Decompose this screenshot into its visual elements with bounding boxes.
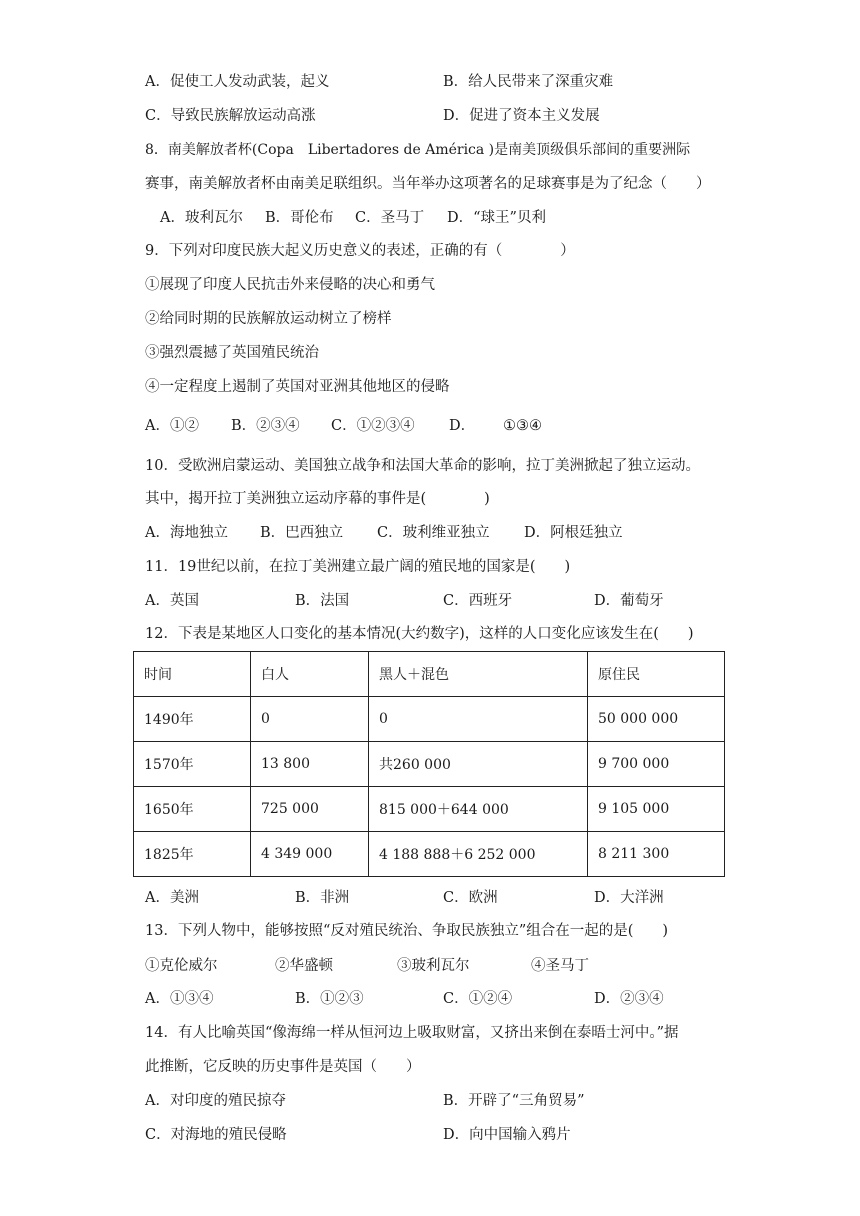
q11-option-d[interactable]: D．葡萄牙 [594, 593, 664, 609]
q9-option-c[interactable]: C．①②③④ [331, 418, 415, 434]
table-cell: 1490年 [134, 697, 251, 742]
q10-option-b[interactable]: B．巴西独立 [260, 525, 344, 541]
q14-option-a[interactable]: A．对印度的殖民掠夺 [145, 1093, 286, 1109]
q9-option-d-value[interactable]: ①③④ [503, 418, 542, 434]
q10-option-d[interactable]: D．阿根廷独立 [524, 525, 623, 541]
q7-option-a[interactable]: A．促使工人发动武装，起义 [145, 74, 330, 90]
q9-option-b[interactable]: B．②③④ [231, 418, 300, 434]
q13-option-a[interactable]: A．①③④ [145, 991, 214, 1007]
table-header-cell: 时间 [134, 652, 251, 697]
q13-item: ①克伦威尔 [145, 958, 218, 974]
table-cell: 1650年 [134, 787, 251, 832]
q8-option-d[interactable]: D．“球王”贝利 [447, 210, 546, 226]
table-header-cell: 黑人＋混色 [369, 652, 588, 697]
q8-stem-line2: 赛事，南美解放者杯由南美足联组织。当年举办这项著名的足球赛事是为了纪念（ ） [145, 176, 711, 192]
table-cell: 9 700 000 [588, 742, 725, 787]
q8-stem-line1: 8．南美解放者杯(Copa Libertadores de América )是南美顶级俱乐部间的重要洲际 [145, 142, 691, 158]
table-cell: 50 000 000 [588, 697, 725, 742]
q9-option-a[interactable]: A．①② [145, 418, 199, 434]
table-cell: 8 211 300 [588, 832, 725, 877]
q7-option-b[interactable]: B．给人民带来了深重灾难 [443, 74, 614, 90]
table-row [134, 742, 725, 787]
q12-option-d[interactable]: D．大洋洲 [594, 890, 664, 906]
q10-stem-line2: 其中，揭开拉丁美洲独立运动序幕的事件是( ) [145, 491, 490, 507]
population-table [133, 651, 725, 877]
table-cell: 0 [251, 697, 369, 742]
table-cell: 1825年 [134, 832, 251, 877]
table-cell: 725 000 [251, 787, 369, 832]
table-cell: 0 [369, 697, 588, 742]
q14-option-d[interactable]: D．向中国输入鸦片 [443, 1127, 571, 1143]
q8-option-c[interactable]: C．圣马丁 [355, 210, 425, 226]
q13-item: ③玻利瓦尔 [397, 958, 470, 974]
table-cell: 815 000＋644 000 [369, 787, 588, 832]
q14-stem-line1: 14．有人比喻英国“像海绵一样从恒河边上吸取财富，又挤出来倒在泰晤士河中。”据 [145, 1025, 679, 1041]
table-header-row [134, 652, 725, 697]
q13-option-d[interactable]: D．②③④ [594, 991, 664, 1007]
q14-stem-line2: 此推断，它反映的历史事件是英国（ ） [145, 1059, 421, 1075]
table-cell: 共260 000 [369, 742, 588, 787]
q14-option-c[interactable]: C．对海地的殖民侵略 [145, 1127, 287, 1143]
q12-stem: 12．下表是某地区人口变化的基本情况(大约数字)，这样的人口变化应该发生在( ) [145, 626, 694, 642]
table-cell: 4 188 888＋6 252 000 [369, 832, 588, 877]
q14-option-b[interactable]: B．开辟了“三角贸易” [443, 1093, 585, 1109]
q9-stem: 9．下列对印度民族大起义历史意义的表述，正确的有（ ） [145, 243, 575, 259]
q9-item: ②给同时期的民族解放运动树立了榜样 [145, 311, 392, 327]
table-cell: 13 800 [251, 742, 369, 787]
table-row [134, 697, 725, 742]
q12-option-b[interactable]: B．非洲 [295, 890, 350, 906]
table-header-cell: 原住民 [588, 652, 725, 697]
q9-item: ③强烈震撼了英国殖民统治 [145, 345, 319, 361]
table-cell: 9 105 000 [588, 787, 725, 832]
q12-option-a[interactable]: A．美洲 [145, 890, 199, 906]
q11-option-a[interactable]: A．英国 [145, 593, 199, 609]
table-row [134, 832, 725, 877]
q13-stem: 13．下列人物中，能够按照“反对殖民统治、争取民族独立”组合在一起的是( ) [145, 923, 669, 939]
q9-item: ④一定程度上遏制了英国对亚洲其他地区的侵略 [145, 379, 450, 395]
q13-option-c[interactable]: C．①②④ [443, 991, 513, 1007]
q7-option-c[interactable]: C．导致民族解放运动高涨 [145, 108, 316, 124]
q9-option-d-label[interactable]: D． [449, 418, 476, 434]
q10-option-c[interactable]: C．玻利维亚独立 [377, 525, 490, 541]
table-cell: 4 349 000 [251, 832, 369, 877]
q7-option-d[interactable]: D．促进了资本主义发展 [443, 108, 600, 124]
q9-item: ①展现了印度人民抗击外来侵略的决心和勇气 [145, 277, 435, 293]
q11-option-c[interactable]: C．西班牙 [443, 593, 513, 609]
q13-item: ④圣马丁 [531, 958, 589, 974]
q11-option-b[interactable]: B．法国 [295, 593, 350, 609]
table-cell: 1570年 [134, 742, 251, 787]
q8-option-a[interactable]: A．玻利瓦尔 [160, 210, 243, 226]
q8-option-b[interactable]: B．哥伦布 [265, 210, 334, 226]
table-row [134, 787, 725, 832]
q13-option-b[interactable]: B．①②③ [295, 991, 364, 1007]
q12-option-c[interactable]: C．欧洲 [443, 890, 498, 906]
q11-stem: 11．19世纪以前，在拉丁美洲建立最广阔的殖民地的国家是( ) [145, 559, 571, 575]
table-header-cell: 白人 [251, 652, 369, 697]
q13-item: ②华盛顿 [275, 958, 333, 974]
q10-stem-line1: 10．受欧洲启蒙运动、美国独立战争和法国大革命的影响，拉丁美洲掀起了独立运动。 [145, 458, 700, 474]
q10-option-a[interactable]: A．海地独立 [145, 525, 228, 541]
